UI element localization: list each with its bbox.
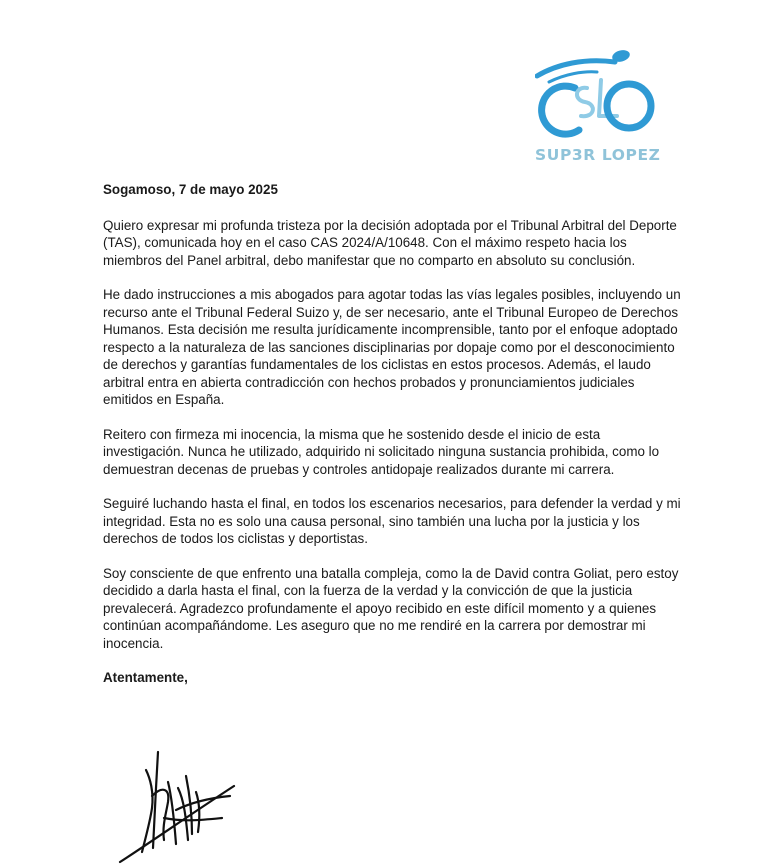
paragraph-5: Soy consciente de que enfrento una batalla compleja, como la de David contra Goliat, pero estoy decidido a darla hasta el final, con la fuerza de la verdad y la convicción de que la justicia prevalecerá. Agradezco profundamente el apoyo recibido en este difícil momento y a quienes continúan acompañándome. Les aseguro que no me rendiré en la carrera por demostrar mi inocencia. xyxy=(103,565,679,651)
brand-logo xyxy=(525,40,665,170)
paragraph-1: Quiero expresar mi profunda tristeza por la decisión adoptada por el Tribunal Arbitral del Deporte (TAS), comunicada hoy en el caso CAS 2024/A/10648. Con el máximo respeto hacia los miembros del Panel arbitral, debo manifestar que no comparto en absoluto su conclusión. xyxy=(103,217,677,268)
cyclist-logo-icon xyxy=(535,44,657,140)
brand-name: SUP3R LOPEZ xyxy=(535,146,661,164)
paragraph-4: Seguiré luchando hasta el final, en todos los escenarios necesarios, para defender la verdad y mi integridad. Esta no es solo una causa personal, sino también una lucha por la justicia y los derechos de todos los ciclistas y deportistas. xyxy=(103,496,681,546)
letter-date: Sogamoso, 7 de mayo 2025 xyxy=(103,182,278,197)
paragraph-2: He dado instrucciones a mis abogados para agotar todas las vías legales posibles, incluyendo un recurso ante el Tribunal Federal Suizo y, de ser necesario, ante el Tribunal Europeo de Derechos Humanos. Esta decisión me resulta jurídicamente incomprensible, tanto por el enfoque adoptado respecto a la naturaleza de las sanciones disciplinarias por dopaje como por el desconocimiento de derechos y garantías fundamentales de los ciclistas en estos procesos. Además, el laudo arbitral entra en abierta contradicción con hechos probados y pronunciamientos judiciales emitidos en España. xyxy=(103,287,681,407)
letter-body xyxy=(103,181,683,687)
handwritten-signature-icon xyxy=(118,748,238,865)
letter-closing: Atentamente, xyxy=(103,670,188,685)
paragraph-3: Reitero con firmeza mi inocencia, la misma que he sostenido desde el inicio de esta investigación. Nunca he utilizado, adquirido ni solicitado ninguna sustancia prohibida, como lo demuestran decenas de pruebas y controles antidopaje realizados durante mi carrera. xyxy=(103,426,660,477)
